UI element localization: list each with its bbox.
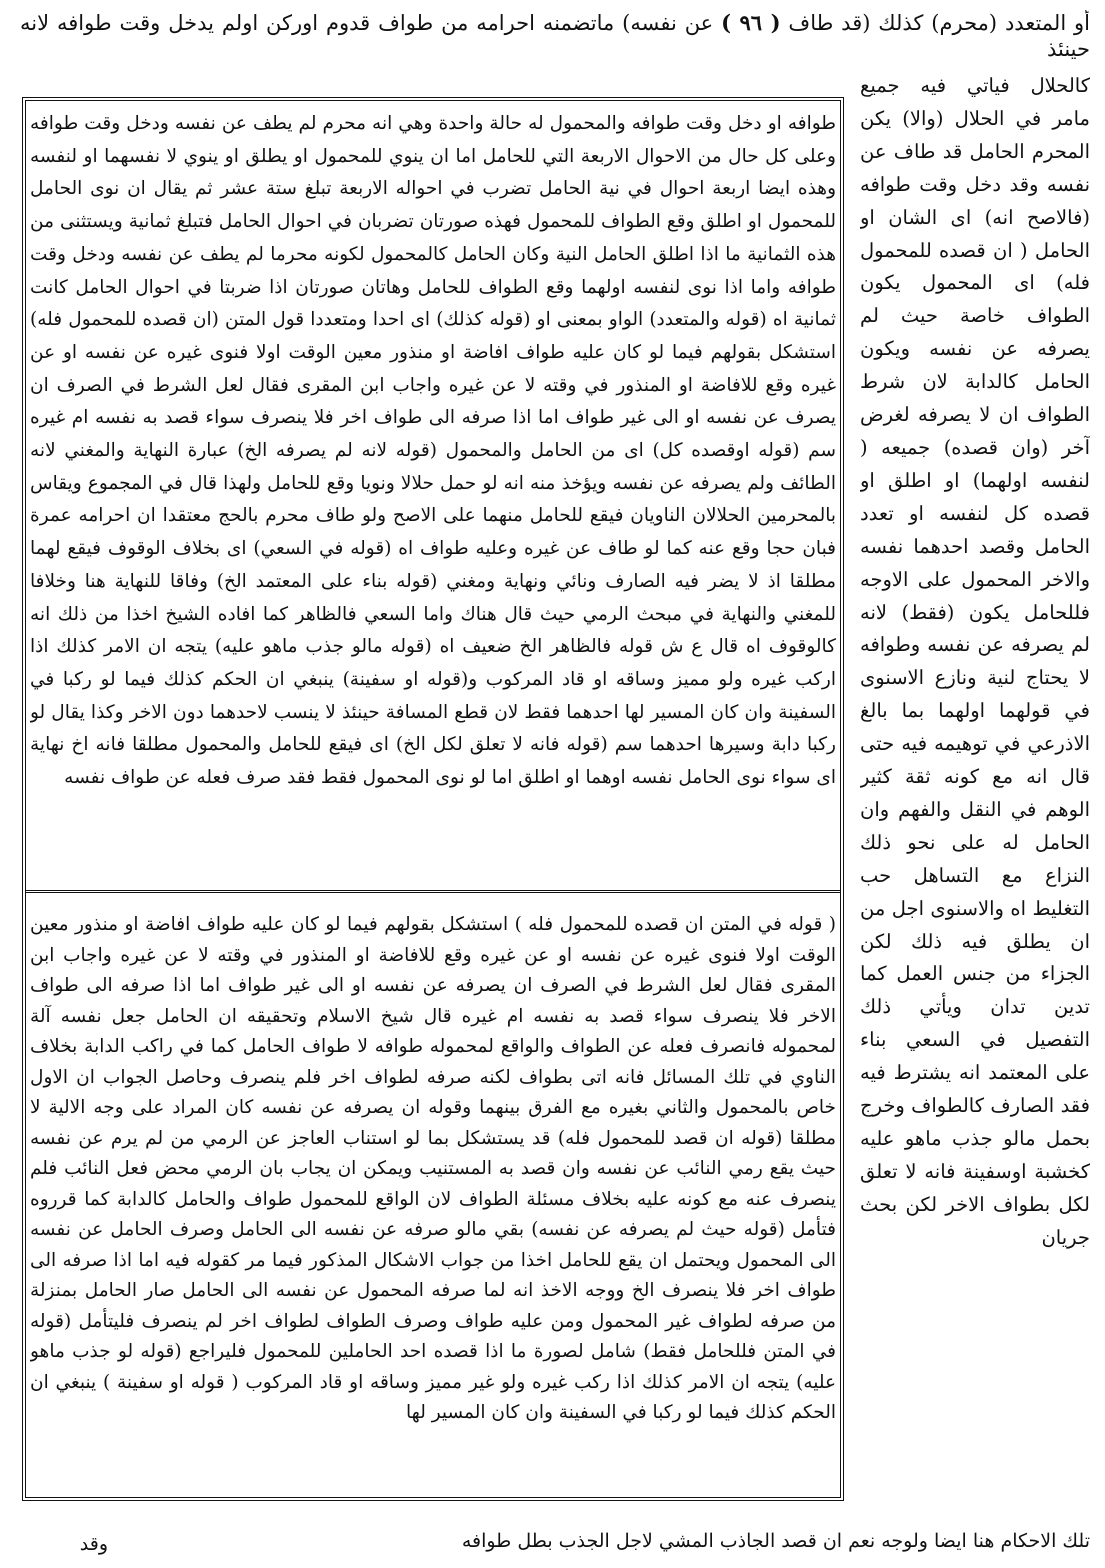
page-footer-text: تلك الاحكام هنا ايضا ولوجه نعم ان قصد الجاذب المشي لاجل الجذب بطل طوافه — [461, 1530, 1090, 1552]
commentary-divider — [26, 890, 840, 893]
margin-main-text: كالحلال فياتي فيه جميع مامر في الحلال (والا) يكن المحرم الحامل قد طاف عن نفسه وقد دخل وقت طوافه (فالاصح انه) اى الشان او الحامل ( ان قصده للمحمول فله) اى المحمول يكون الطواف خاصة حيث لم يصرفه عن نفسه ويكون الحامل كالدابة لان شرط الطواف ان لا يصرفه لغرض آخر (وان قصده) جميعه ( لنفسه اولهما) او اطلق او قصده كل لنفسه او تعدد الحامل وقصد احدهما نفسه والاخر المحمول على الاوجه فللحامل يكون (فقط) لانه لم يصرفه عن نفسه وطوافه لا يحتاج لنية ونازع الاسنوى في قولهما اولهما بما بالغ الاذرعي في توهيمه فيه حتى قال انه مع كونه ثقة كثير الوهم في النقل والفهم وان الحامل له على نحو ذلك النزاع مع التساهل حب التغليط اه والاسنوى اجل من ان يطلق فيه ذلك لكن الجزاء من جنس العمل كما تدين تدان ويأتي ذلك التفصيل في السعي بناء على المعتمد انه يشترط فيه فقد الصارف كالطواف وخرج بحمل مالو جذب ماهو عليه كخشبة اوسفينة فانه لا تعلق لكل بطواف الاخر لكن بحث جريان — [860, 74, 1090, 1249]
lower-commentary: ( قوله في المتن ان قصده للمحمول فله ) استشكل بقولهم فيما لو كان عليه طواف افاضة او منذور معين الوقت اولا فنوى غيره عن نفسه او عن غيره وقع للافاضة او المنذور في وقته لا عن غيره واجاب ابن المقرى فقال لعل الشرط في الصرف ان يصرفه عن نفسه او الى غير طواف اما اذا صرفه الى طواف الاخر فلا ينصرف سواء قصد به نفسه ام غيره قال شيخ الاسلام وتحقيقه ان الحامل جعل نفسه آلة لمحموله فانصرف فعله عن الطواف والواقع لمحموله طوافه لا طواف الحامل كما في راكب الدابة بخلاف الناوي في تلك المسائل فانه اتى بطواف لكنه صرفه لطواف اخر فلم ينصرف وحاصل الجواب ان الاول خاص بالمحمول والثاني بغيره مع الفرق بينهما وقوله ان يصرفه عن نفسه كان المراد على وجه الالية لا مطلقا (قوله ان قصد للمحمول فله) قد يستشكل بما لو استناب العاجز عن الرمي من لم يرم عن نفسه حيث يقع رمي النائب عن نفسه وان قصد به المستنيب ويمكن ان يجاب بان الرمي محض فعل النائب فلم ينصرف عنه مع كونه عليه بخلاف مسئلة الطواف لان الواقع للمحمول طواف والحامل كالدابة كما قرروه فتأمل (قوله حيث لم يصرفه عن نفسه) بقي مالو صرفه عن نفسه الى الحامل وصرف الحامل عن نفسه الى المحمول ويحتمل ان يقع للحامل اخذا من جواب الاشكال المذكور فيما مر كقوله فيه اما اذا صرفه الى طواف اخر فلا ينصرف الخ ووجه الاخذ انه لما صرفه المحمول عن نفسه الى الحامل صار الحامل بمنزلة من صرفه لطواف غير المحمول ومن عليه طواف وصرف الطواف لطواف اخر لم ينصرف فليتأمل (قوله في المتن فللحامل فقط) شامل لصورة ما اذا قصده احد الحاملين للمحمول فليراجع (قوله لو جذب ماهو عليه) يتجه ان الامر كذلك اذا ركب غيره ولو غير مميز وساقه او قاد المركوب ( قوله او سفينة ) ينبغي ان الحكم كذلك فيما لو ركبا في السفينة وان كان المسير لها — [30, 914, 836, 1423]
upper-commentary: طوافه او دخل وقت طوافه والمحمول له حالة واحدة وهي انه محرم لم يطف عن نفسه ودخل وقت طوافه وعلى كل حال من الاحوال الاربعة التي للحامل اما ان ينوي للمحمول او يطلق او ينوي لا نفسهما او لنفسه وهذه ايضا اربعة احوال في نية الحامل تضرب في احواله الاربعة تبلغ ستة عشر ثم يقال ان نوى الحامل للمحمول او اطلق وقع الطواف للمحمول فهذه صورتان تضربان في احوال الحامل فتبلغ ثمانية ويستثنى من هذه الثمانية ما اذا اطلق الحامل النية وكان الحامل كالمحمول لكونه محرما لم يطف عن نفسه ودخل وقت طوافه واما اذا نوى لنفسه اولهما وقع الطواف للحامل وهاتان صورتان اذا ضربتا في احوال الحامل كانت ثمانية اه (قوله والمتعدد) الواو بمعنى او (قوله كذلك) اى احدا ومتعددا قول المتن (ان قصده للمحمول فله) استشكل بقولهم فيما لو كان عليه طواف افاضة او منذور معين الوقت اولا فنوى غيره عن نفسه او عن غيره وقع للافاضة او المنذور في وقته لا عن غيره واجاب ابن المقرى فقال لعل الشرط في الصرف ان يصرف عن نفسه او الى غير طواف اما اذا صرفه الى طواف اخر فلا ينصرف سواء قصد به نفسه ام غيره سم (قوله اوقصده كل) اى من الحامل والمحمول (قوله لانه لم يصرفه الخ) عبارة النهاية والمغني لانه الطائف ولم يصرفه عن نفسه ويؤخذ منه انه لو حمل حلالا ونويا وقع للحامل ولهذا قال في المجموع ويقاس بالمحرمين الحلالان الناويان فيقع للحامل منهما على الاصح ولو طاف محرم بالحج معتقدا ان احرامه عمرة فبان حجا وقع عنه كما لو طاف عن غيره وعليه طواف اه (قوله في السعي) اى بخلاف الوقوف فيقع لهما مطلقا اذ لا يضر فيه الصارف ونائي ونهاية ومغني (قوله بناء على المعتمد الخ) وفاقا للنهاية هنا وخلافا للمغني والنهاية في مبحث الرمي حيث قال هناك واما السعي فالظاهر كما افاده الشيخ اخذا من ذلك انه كالوقوف اه قال ع ش قوله فالظاهر الخ ضعيف اه (قوله مالو جذب ماهو عليه) يتجه ان الامر كذلك اذا اركب غيره ولو مميز وساقه او قاد المركوب و(قوله او سفينة) ينبغي ان الحكم كذلك فيما لو ركبا في السفينة وان كان المسير لها احدهما فقط لان قطع المسافة حينئذ لا ينسب لاحدهما دون الاخر وكذا يقال لو ركبا دابة وسيرها احدهما سم (قوله فانه لا تعلق لكل الخ) اى فيقع للحامل والمحمول مطلقا فانه اخ نهاية اى سواء نوى الحامل نفسه اوهما او اطلق اما لو نوى المحمول فقط فقد صرف فعله عن طواف نفسه — [30, 113, 836, 789]
header-text-before: أو المتعدد (محرم) كذلك (قد طاف — [780, 11, 1090, 35]
page-number: ( ٩٦ ) — [721, 10, 781, 35]
header-text-after: عن نفسه) ماتضمنه احرامه من طواف قدوم اوركن اولم يدخل وقت طوافه لانه حينئذ — [20, 11, 1090, 61]
catchword: وقد — [79, 1533, 108, 1555]
page-header — [20, 10, 1090, 66]
